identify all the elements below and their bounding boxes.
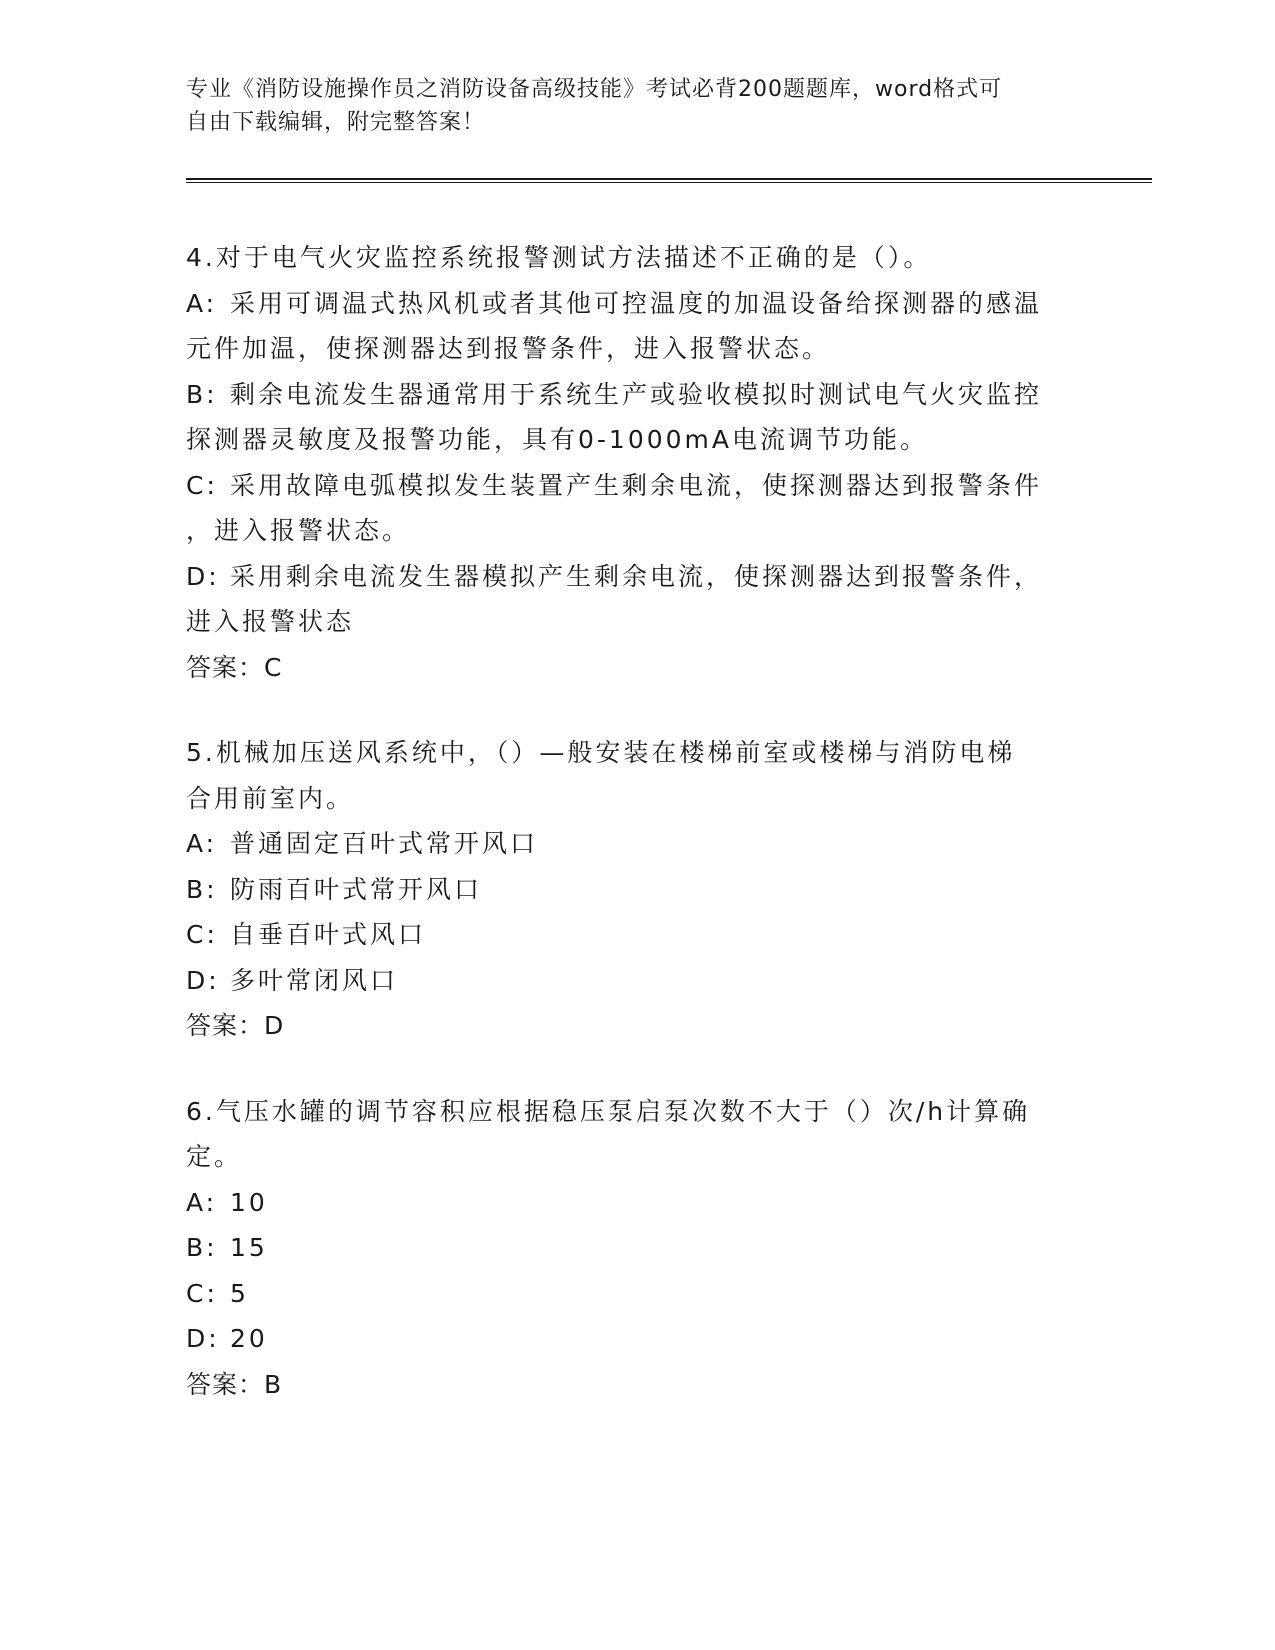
question-stem-line: 合用前室内。 (186, 783, 355, 813)
option-key: A: (186, 829, 218, 858)
option-text: 采用故障电弧模拟发生装置产生剩余电流，使探测器达到报警条件 (230, 470, 1043, 500)
header-divider-thick (186, 178, 1152, 180)
option-line (186, 958, 1086, 1004)
option-key: B: (186, 379, 218, 409)
question-stem-line: 5.机械加压送风系统中，（）—般安装在楼梯前室或楼梯与消防电梯 (186, 738, 1016, 767)
answer-line: 答案：D (186, 1011, 285, 1040)
option-line (186, 326, 1086, 372)
option-key: D: (186, 965, 220, 995)
option-key: D: (186, 561, 220, 591)
header-line-1: 专业《消防设施操作员之消防设备高级技能》考试必背200题题库，word格式可 (186, 77, 1003, 102)
answer-line: 答案：C (186, 652, 283, 682)
option-text: ，进入报警状态。 (186, 516, 411, 545)
header-line-2: 自由下载编辑，附完整答案！ (186, 110, 486, 135)
option-line (186, 508, 1086, 554)
option-text: 多叶常闭风口 (230, 965, 399, 995)
option-text: 普通固定百叶式常开风口 (230, 829, 539, 858)
option-text: 自垂百叶式风口 (230, 920, 427, 949)
option-text: 采用剩余电流发生器模拟产生剩余电流，使探测器达到报警条件， (230, 561, 1043, 591)
option-text: 剩余电流发生器通常用于系统生产或验收模拟时测试电气火灾监控 (230, 379, 1043, 409)
question-list (186, 235, 1086, 1447)
option-line (186, 1225, 1086, 1271)
option-text: 采用可调温式热风机或者其他可控温度的加温设备给探测器的感温 (230, 288, 1043, 318)
header-divider-thin (186, 182, 1152, 183)
question-stem-line: 6.气压水罐的调节容积应根据稳压泵启泵次数不大于（）次/h计算确 (186, 1096, 1031, 1126)
option-text: 5 (230, 1278, 249, 1308)
option-line (186, 599, 1086, 645)
option-line (186, 912, 1086, 958)
option-line (186, 281, 1086, 327)
question-stem-line: 定。 (186, 1142, 243, 1171)
option-key: B: (186, 874, 218, 904)
option-line (186, 417, 1086, 463)
question-block (186, 235, 1086, 690)
option-line (186, 821, 1086, 867)
option-text: 15 (230, 1233, 268, 1262)
option-key: C: (186, 1278, 218, 1308)
option-line (186, 463, 1086, 509)
option-line (186, 1316, 1086, 1362)
document-header (186, 73, 1066, 139)
option-key: B: (186, 1233, 218, 1262)
option-text: 进入报警状态 (186, 607, 355, 636)
option-line (186, 372, 1086, 418)
question-block (186, 730, 1086, 1049)
option-text: 20 (230, 1324, 268, 1353)
option-key: A: (186, 288, 218, 318)
option-text: 元件加温，使探测器达到报警条件，进入报警状态。 (186, 334, 831, 363)
option-text: 10 (230, 1187, 268, 1217)
option-key: D: (186, 1324, 220, 1353)
option-key: C: (186, 470, 218, 500)
option-line (186, 1180, 1086, 1226)
option-line (186, 867, 1086, 913)
option-text: 探测器灵敏度及报警功能，具有0-1000mA电流调节功能。 (186, 425, 929, 454)
option-line (186, 554, 1086, 600)
question-block (186, 1089, 1086, 1408)
question-stem-line: 4.对于电气火灾监控系统报警测试方法描述不正确的是（）。 (186, 243, 932, 272)
option-text: 防雨百叶式常开风口 (230, 874, 483, 904)
option-key: C: (186, 920, 218, 949)
option-line (186, 1271, 1086, 1317)
answer-line: 答案：B (186, 1369, 283, 1399)
option-key: A: (186, 1187, 218, 1217)
